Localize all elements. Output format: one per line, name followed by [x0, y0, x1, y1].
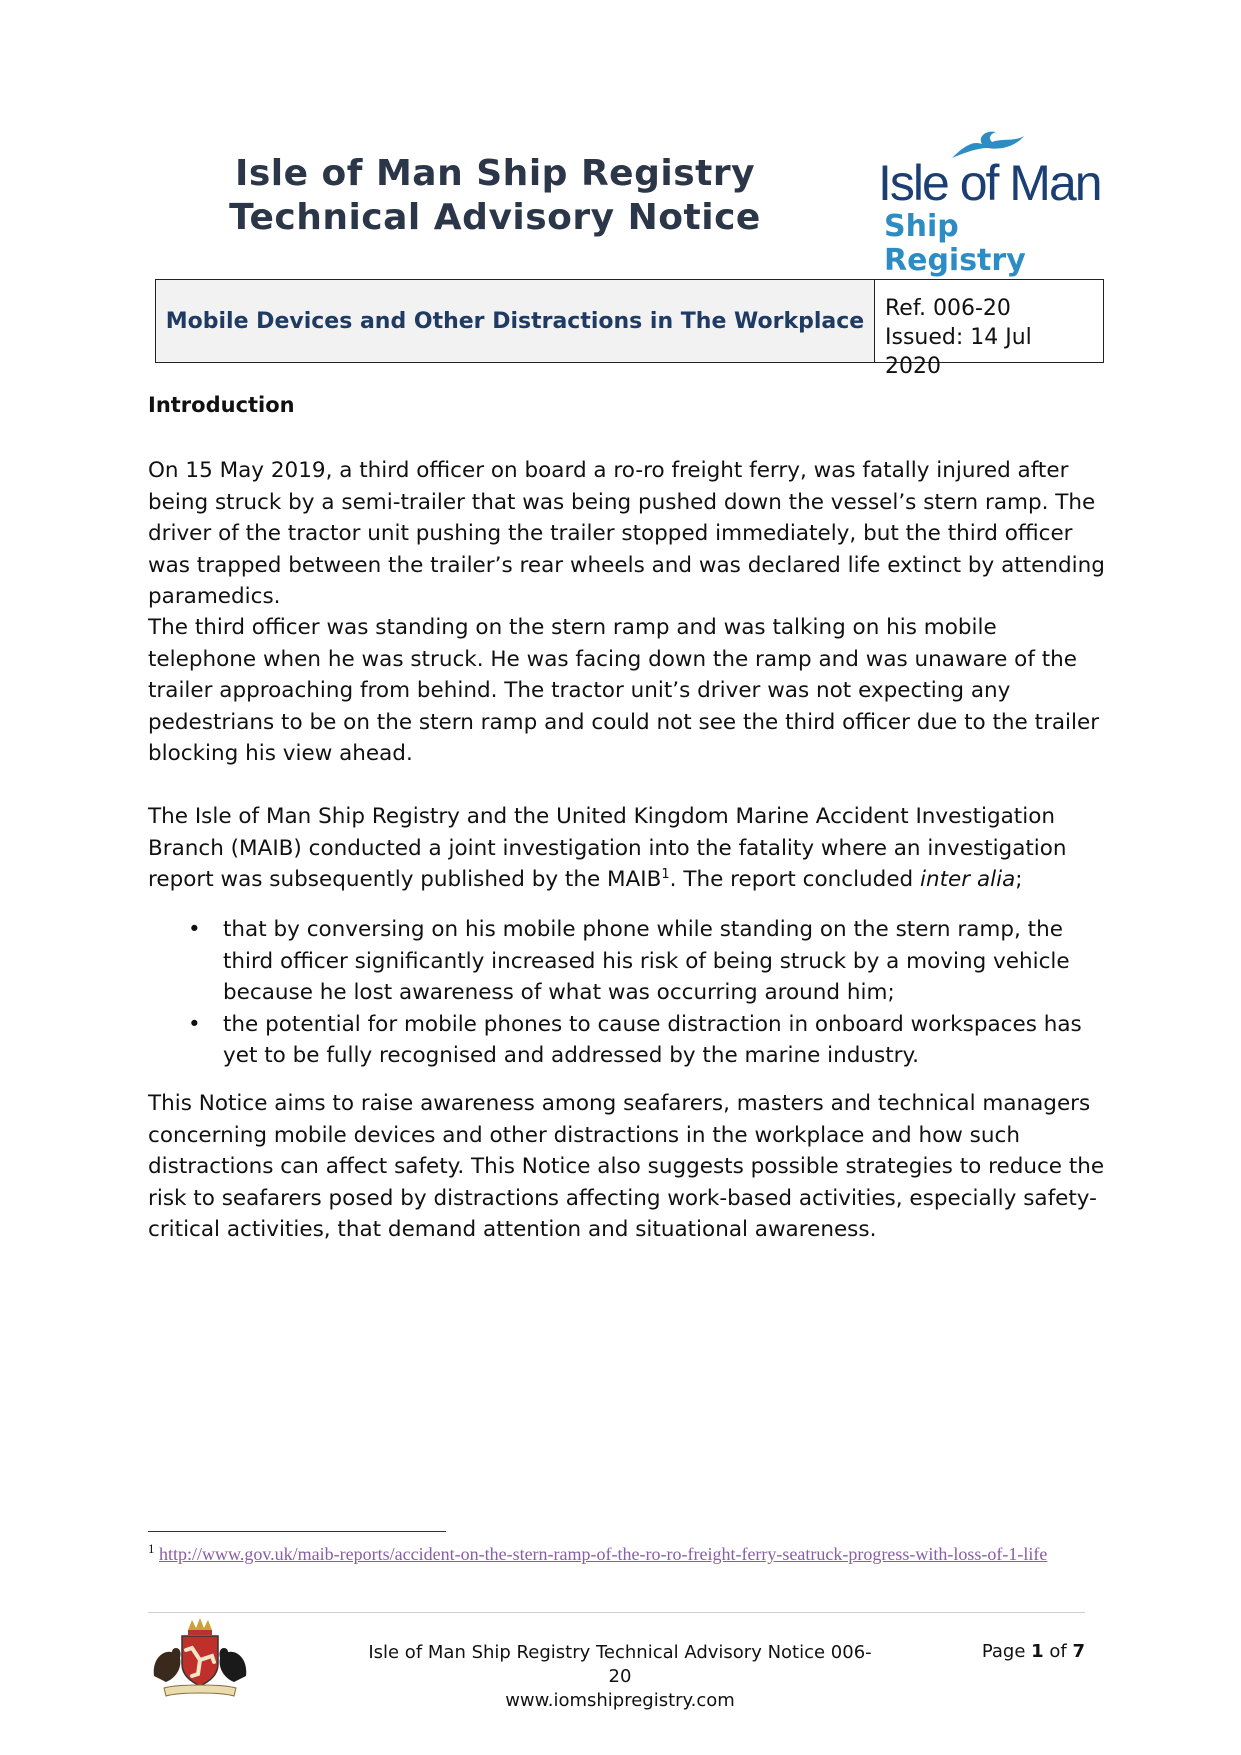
isle-of-man-crest-icon [148, 1616, 252, 1698]
title-line-1: Isle of Man Ship Registry [234, 153, 756, 194]
page-current: 1 [1031, 1641, 1044, 1662]
paragraph-4: This Notice aims to raise awareness among seafarers, masters and technical managers concerning mobile devices and other distractions in the workplace and how such distractions can affect safety. This Notice also suggests possible strategies to reduce the risk to seafarers posed by distractions affecting work-based activities, especially safety-critical activities, that demand attention and situational awareness. [148, 1091, 1105, 1242]
notice-ref-number: Ref. 006-20 [885, 296, 1011, 321]
paragraph-2: The third officer was standing on the stern ramp and was talking on his mobile telephone when he was struck. He was facing down the ramp and was unaware of the trailer approaching from behind. The tractor unit’s driver was not expecting any pedestrians to be on the stern ramp and could not see the third officer due to the trailer blocking his view ahead. [148, 615, 1100, 766]
footnote-link[interactable]: http://www.gov.uk/maib-reports/accident-on-the-stern-ramp-of-the-ro-ro-freight-ferry-seatruck-progress-with-loss-of-1-life [159, 1544, 1048, 1564]
paragraph-3-text-a: The Isle of Man Ship Registry and the United Kingdom Marine Accident Investigation Branch (MAIB) conducted a joint investigation into the fatality where an investigation report was subsequently published by the MAIB [148, 804, 1067, 892]
bullet-icon: • [188, 1011, 201, 1037]
page-of: of [1043, 1641, 1073, 1662]
paragraph-3-text-b: . The report concluded [669, 867, 921, 892]
footer-text [360, 1641, 880, 1713]
list-item [184, 914, 1084, 1009]
page-title [215, 152, 775, 240]
footnote-divider [148, 1531, 446, 1532]
page-total: 7 [1072, 1641, 1085, 1662]
logo-wordmark-top: Isle of Man [878, 155, 1101, 211]
paragraph-3 [148, 801, 1108, 896]
paragraph-3-italic: inter alia [920, 867, 1016, 892]
notice-issued-date: Issued: 14 Jul 2020 [885, 325, 1032, 379]
section-heading: Introduction [148, 393, 295, 417]
list-item [184, 1009, 1084, 1072]
footnote-number: 1 [148, 1541, 155, 1556]
list-item-text: the potential for mobile phones to cause distraction in onboard workspaces has yet to be fully recognised and addressed by the marine industry. [223, 1011, 1082, 1068]
footnote-reference: 1 [661, 866, 670, 882]
paragraph-3-text-c: ; [1015, 867, 1023, 892]
paragraph-1: On 15 May 2019, a third officer on board a ro-ro freight ferry, was fatally injured after being struck by a semi-trailer that was being pushed down the vessel’s stern ramp. The driver of the tractor unit pushing the trailer stopped immediately, but the third officer was trapped between the trailer’s rear wheels and was declared life extinct by attending paramedics. [148, 458, 1105, 609]
footer-divider [148, 1612, 1085, 1613]
notice-subject: Mobile Devices and Other Distractions in The Workplace [156, 280, 875, 362]
logo-wordmark-bottom: Ship Registry [884, 209, 1026, 278]
footnote [148, 1542, 1093, 1566]
footer-notice-title: Isle of Man Ship Registry Technical Advisory Notice 006-20 [368, 1642, 872, 1687]
notice-reference [875, 280, 1103, 379]
registry-logo [878, 128, 1110, 278]
page-number [970, 1641, 1085, 1662]
title-line-2: Technical Advisory Notice [229, 197, 761, 238]
footer-website: www.iomshipregistry.com [505, 1690, 735, 1711]
notice-header-table [155, 279, 1104, 379]
page-prefix: Page [981, 1641, 1032, 1662]
conclusions-list [184, 914, 1084, 1072]
bullet-icon: • [188, 917, 201, 942]
list-item-text: that by conversing on his mobile phone while standing on the stern ramp, the third officer significantly increased his risk of being struck by a moving vehicle because he lost awareness of what was occurring around him; [223, 917, 1070, 1005]
